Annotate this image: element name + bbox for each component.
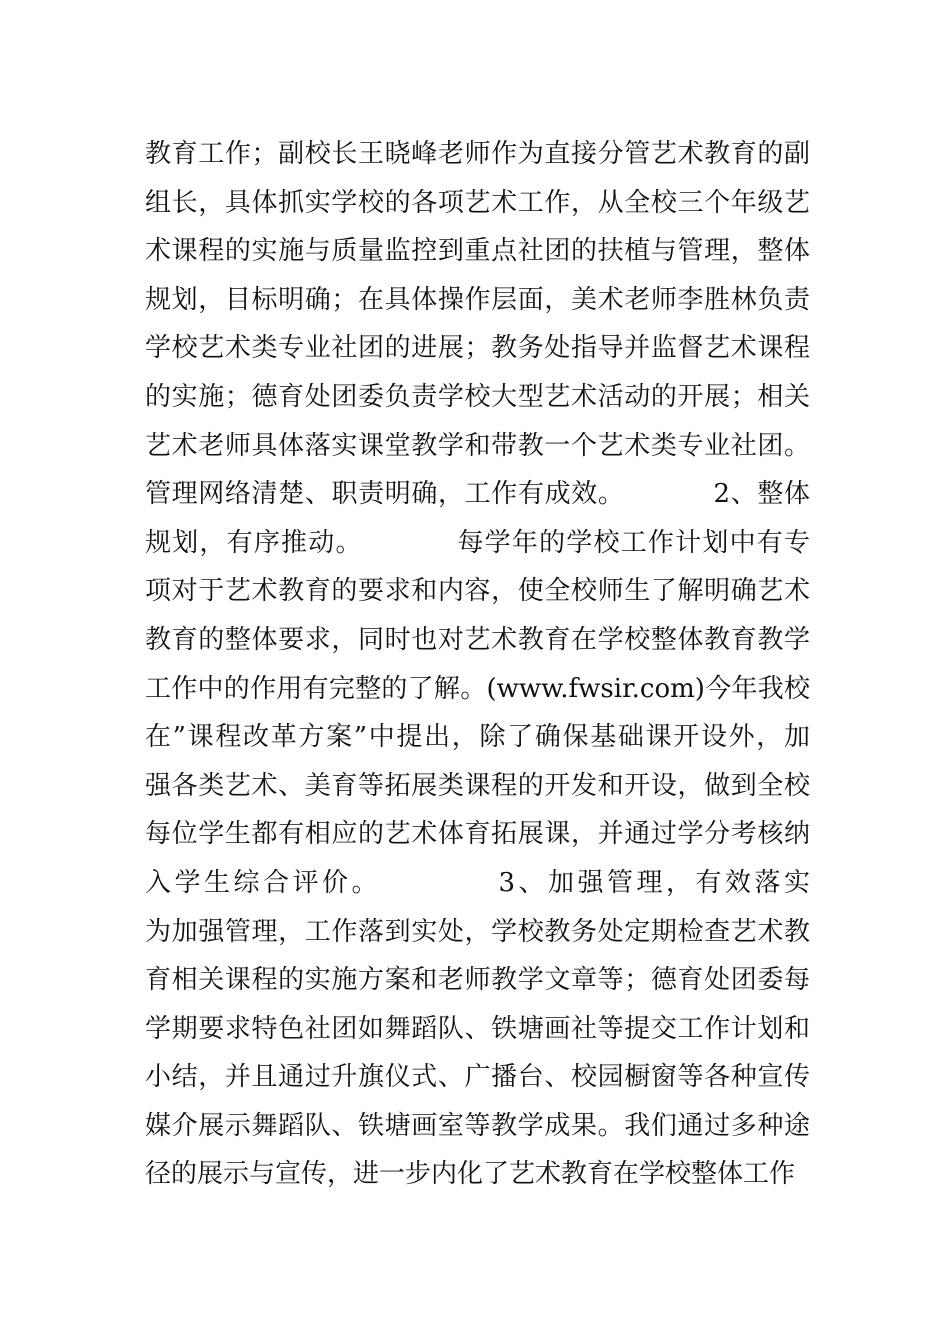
body-text [145, 130, 810, 1199]
text-line: 组长，具体抓实学校的各项艺术工作，从全校三个年级艺 [145, 187, 810, 218]
text-line: 径的展示与宣传，进一步内化了艺术教育在学校整体工作 [145, 1159, 796, 1190]
text-line: 小结，并且通过升旗仪式、广播台、校园橱窗等各种宣传 [145, 1062, 810, 1093]
text-line: 教育的整体要求，同时也对艺术教育在学校整体教育教学 [145, 624, 810, 655]
text-line: 规划，有序推动。 每学年的学校工作计划中有专 [145, 527, 810, 558]
text-line: 媒介展示舞蹈队、铁塘画室等教学成果。我们通过多种途 [145, 1110, 810, 1141]
text-line: 规划，目标明确；在具体操作层面，美术老师李胜林负责 [145, 284, 810, 315]
text-line: 术课程的实施与质量监控到重点社团的扶植与管理，整体 [145, 236, 810, 267]
text-line: 管理网络清楚、职责明确，工作有成效。 2、整体 [145, 479, 810, 510]
text-line: 工作中的作用有完整的了解。(www.fwsir.com)今年我校 [145, 673, 810, 704]
text-line: 艺术老师具体落实课堂教学和带教一个艺术类专业社团。 [145, 430, 810, 461]
text-line: 项对于艺术教育的要求和内容，使全校师生了解明确艺术 [145, 576, 810, 607]
text-line: 的实施；德育处团委负责学校大型艺术活动的开展；相关 [145, 381, 810, 412]
text-line: 育相关课程的实施方案和老师教学文章等；德育处团委每 [145, 965, 810, 996]
text-line: 为加强管理，工作落到实处，学校教务处定期检查艺术教 [145, 916, 810, 947]
text-line: 强各类艺术、美育等拓展类课程的开发和开设，做到全校 [145, 770, 810, 801]
text-line: 学期要求特色社团如舞蹈队、铁塘画社等提交工作计划和 [145, 1013, 810, 1044]
text-line: 每位学生都有相应的艺术体育拓展课，并通过学分考核纳 [145, 819, 810, 850]
text-line: 在”课程改革方案”中提出，除了确保基础课开设外，加 [145, 722, 810, 753]
text-line: 教育工作；副校长王晓峰老师作为直接分管艺术教育的副 [145, 139, 810, 169]
text-line: 学校艺术类专业社团的进展；教务处指导并监督艺术课程 [145, 333, 810, 364]
text-line: 入学生综合评价。 3、加强管理，有效落实 [145, 867, 810, 898]
